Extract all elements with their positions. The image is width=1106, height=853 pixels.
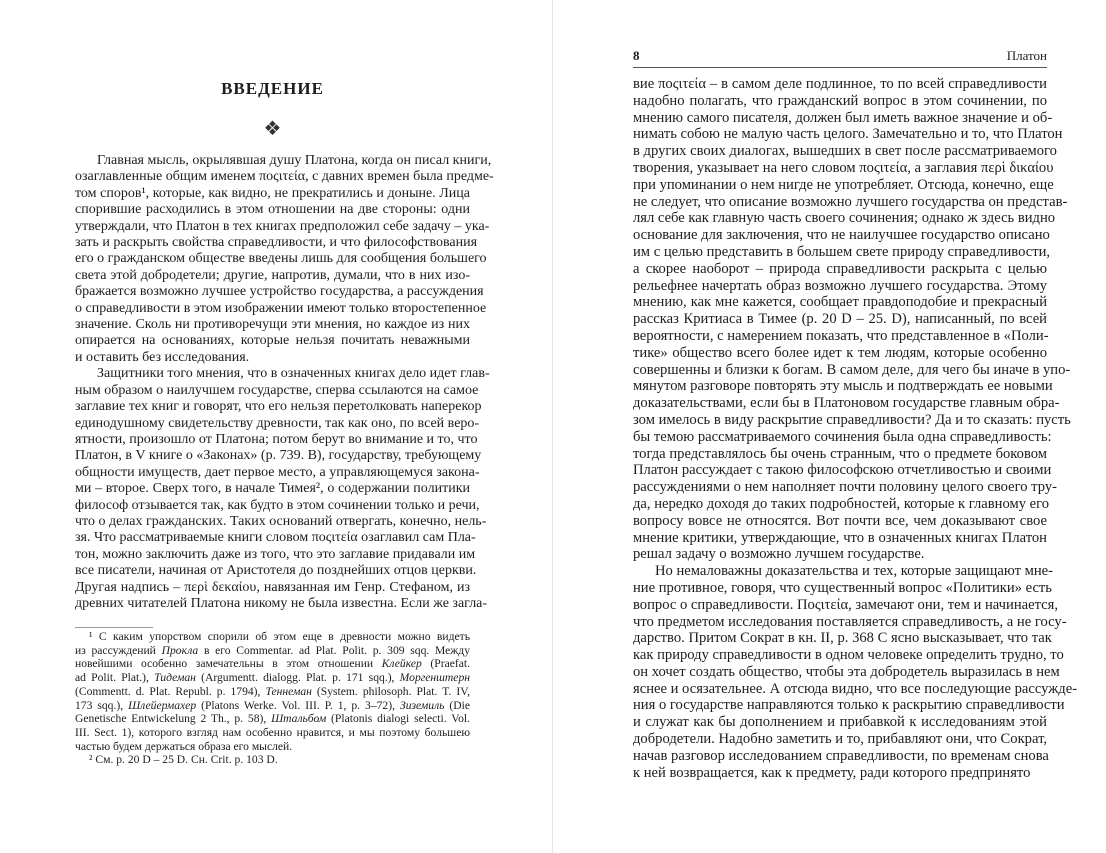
- text-line: тогда представлялось бы очень странным, что о предмете боковом: [633, 445, 1047, 462]
- text-line: лял себе как главную часть своего сочинения; однако ж здесь видно: [633, 210, 1056, 227]
- text-line: утверждали, что Платон в тех книгах предположил себе задачу – ука-: [75, 218, 490, 234]
- text-line: тике» общество всего более идет к тем людям, которые особенно: [633, 344, 1047, 361]
- text-line: Платон рассуждает с такою философскою отчетливостью и своими: [633, 462, 1052, 479]
- footnote-line: [75, 740, 470, 754]
- text-line: ным образом о наилучшем государстве, сперва ссылаются на самое: [75, 382, 479, 398]
- text-line: общности имуществ, дает первое место, а управляющемуся закона-: [75, 464, 480, 480]
- text-line: яснее и осязательнее. А отсюда видно, что все последующие рассужде-: [633, 680, 1078, 697]
- text-line: творения, указывает на него словом ποςιτεία, а заглавия περὶ δικαίου: [633, 159, 1054, 176]
- text-line: мянутом разговоре повторять эту мысль и подтверждать ее новыми: [633, 378, 1053, 395]
- footnote-text: (Platons Werke. Vol. III. P. 1, p. 3–72),: [196, 698, 400, 712]
- text-line: бражается возможно лучшее устройство государства, а рассуждения: [75, 284, 484, 300]
- text-line: к ней возвращается, как к предмету, ради которого предпринято: [633, 764, 1031, 781]
- running-title: Платон: [1006, 48, 1047, 63]
- text-line: вероятности, с намерением показать, что представленное в «Поли-: [633, 327, 1049, 344]
- text-line: начав разговор исследованием справедливости, по временам снова: [633, 747, 1049, 764]
- text-line: Но немаловажны доказательства и тех, которые защищают мне-: [655, 563, 1054, 580]
- text-line: как природу справедливости в одном человеке определить трудно, то: [633, 647, 1064, 664]
- footnote-line: [75, 753, 470, 767]
- text-line: да, нередко доходя до таких подробностей, которые к главному его: [633, 495, 1050, 512]
- cited-author: Шлейермахер: [128, 698, 197, 712]
- text-line: Защитники того мнения, что в означенных книгах дело идет глав-: [97, 366, 490, 382]
- footnote-text: (Die: [444, 698, 470, 712]
- text-line: основание для заключения, что не наилучшее государство описано: [633, 227, 1050, 244]
- text-line: что о делах гражданских. Таких оснований отвергать, конечно, нель-: [75, 513, 487, 529]
- text-line: Главная мысль, окрылявшая душу Платона, когда он писал книги,: [97, 153, 492, 168]
- right-page: [554, 0, 1106, 853]
- text-line: все писатели, начиная от Аристотеля до позднейших отцов церкви.: [75, 563, 477, 579]
- text-line: философ отзывается так, как будто в этом сочинении только и речи,: [75, 497, 480, 513]
- text-line: ние противное, говоря, что существенный вопрос «Политики» есть: [633, 579, 1052, 596]
- footnote-text: новейшими особенно замечательны в этом отношении: [75, 657, 382, 671]
- footnote-line: [75, 712, 470, 726]
- footnote-text: (System. philosoph. Plat. T. IV,: [311, 684, 470, 698]
- text-line: совершенны и близки к богам. В самом деле, для чего бы иначе в упо-: [633, 361, 1071, 378]
- cited-author: Штальбом: [271, 712, 327, 726]
- footnote-line: [75, 699, 470, 713]
- footnote-text: (Argumentt. dialogg. Plat. p. 171 sqq.),: [195, 671, 400, 685]
- chapter-heading: ВВЕДЕНИЕ: [221, 79, 324, 98]
- cited-author: Тидеман: [154, 671, 196, 685]
- text-line: ятности, произошло от Платона; потом берут во внимание и то, что: [75, 431, 478, 447]
- footnote-text: Genetische Entwickelung 2 Th., p. 58),: [75, 712, 272, 726]
- text-line: значение. Сколь ни противоречущи эти мнения, но каждое из них: [75, 317, 470, 333]
- right-body-text: [633, 76, 1078, 781]
- text-line: он хочет создать общество, чтобы эта добродетель выразилась в нем: [633, 663, 1060, 680]
- footnote-text: из рассуждений: [75, 643, 162, 657]
- footnote-line: [75, 644, 470, 658]
- text-line: рассказ Критиаса в Тимее (p. 20 D – 25. D), написанный, по всей: [633, 311, 1047, 328]
- text-line: опирается на основаниях, которые нельзя почитать неважными: [75, 333, 470, 349]
- left-body-text: [75, 153, 494, 612]
- text-line: Другая надпись – περὶ δεκαίου, навязанная им Генр. Стефаном, из: [75, 579, 470, 595]
- text-line: зом имелось в виду раскрытие справедливости? Да и то сказать: пусть: [633, 411, 1071, 428]
- text-line: мнению, как мне кажется, сообщает правдоподобие и прекрасный: [633, 294, 1047, 311]
- text-line: озаглавленные общим именем ποςιτεία, с давних времен была предме-: [75, 169, 494, 185]
- text-line: бы темою рассматриваемого сочинения была одна справедливость:: [633, 428, 1052, 445]
- text-line: и служат как бы дополнением и прибавкой к исследованиям этой: [633, 714, 1047, 731]
- text-line: ми – второе. Сверх того, в начале Тимея², о содержании политики: [75, 481, 470, 497]
- page-number: 8: [633, 48, 640, 63]
- text-line: дарство. Притом Сократ в кн. II, p. 368 C ясно высказывает, что так: [633, 630, 1052, 647]
- text-line: надобно полагать, что гражданский вопрос в этом сочинении, по: [633, 92, 1047, 109]
- footnote-text: (Commentt. d. Plat. Republ. p. 1794),: [75, 684, 266, 698]
- header-rule: [633, 67, 1047, 68]
- footnote-divider: [75, 627, 153, 628]
- text-line: вопрос о справедливости. Ποςιτεία, замечают они, тем и начинается,: [633, 596, 1058, 613]
- text-line: света этой добродетели; другие, напротив, думали, что в них изо-: [75, 267, 470, 283]
- text-line: рельефнее начертать образ возможно лучшего государства. Этому: [633, 277, 1047, 294]
- footnote-line: [75, 671, 470, 685]
- text-line: зя. Что рассматриваемые книги словом ποςιτεία озаглавил сам Пла-: [75, 530, 476, 546]
- text-line: им с целью представить в большем свете природу справедливости,: [633, 243, 1051, 260]
- page-gutter: [552, 0, 553, 853]
- text-line: при упоминании о нем нигде не употребляет. Отсюда, конечно, еще: [633, 176, 1054, 193]
- footnote-text: ² См. p. 20 D – 25 D. Сн. Crit. p. 103 D.: [89, 753, 278, 767]
- text-line: мнению самого писателя, должен был иметь важное значение и об-: [633, 109, 1053, 126]
- cited-author: Зиземиль: [399, 698, 445, 712]
- text-line: что предметом исследования поставляется справедливость, а не госу-: [633, 613, 1067, 630]
- footnote-text: ad Polit. Plat.),: [75, 671, 155, 685]
- cited-author: Прокла: [161, 643, 199, 657]
- cited-author: Теннеман: [265, 684, 312, 698]
- text-line: его о гражданском обществе введены лишь для сообщения большего: [75, 251, 487, 267]
- footnotes: [75, 630, 470, 767]
- text-line: тон, можно заключить даже из того, что это заглавие придавали им: [75, 546, 476, 562]
- footnote-text: (Praefat.: [421, 657, 470, 671]
- footnote-line: [75, 726, 470, 740]
- footnote-line: [75, 657, 470, 671]
- footnote-line: [75, 630, 470, 644]
- ornament-icon: ❖: [263, 118, 282, 140]
- footnote-text: 173 sqq.),: [75, 698, 129, 712]
- text-line: спорившие расходились в этом отношении на две стороны: одни: [75, 202, 470, 218]
- footnote-text: ¹ С каким упорством спорили об этом еще в древности можно видеть: [89, 630, 470, 643]
- left-page: [0, 0, 552, 853]
- text-line: древних читателей Платона никому не была известна. Если же загла-: [75, 595, 488, 611]
- footnote-text: частью будем держаться образа его мыслей.: [75, 739, 293, 753]
- text-line: о справедливости в этом изображении имеют только второстепенное: [75, 300, 487, 316]
- text-line: мнение критики, утверждающие, что в означенных книгах Платон: [633, 529, 1047, 546]
- text-line: нимать собою не малую часть целого. Замечательно и то, что Платон: [633, 126, 1063, 143]
- text-line: вие ποςιτεία – в самом деле подлинное, то по всей справедливости: [633, 76, 1047, 92]
- footnote-text: в его Commentar. ad Plat. Polit. p. 309 sqq. Между: [198, 643, 470, 657]
- cited-author: Клейкер: [381, 657, 422, 671]
- text-line: ния о государстве направляются только к раскрытию справедливости: [633, 697, 1065, 714]
- text-line: заглавие тех книг и говорят, что его нельзя перетолковать наперекор: [75, 399, 482, 415]
- text-line: а скорее наоборот – природа справедливости раскрыта с целью: [633, 260, 1047, 277]
- text-line: Платон, в V книге о «Законах» (p. 739. B), государству, требующему: [75, 448, 482, 464]
- text-line: и оставить без исследования.: [75, 349, 250, 365]
- text-line: доказательствами, если бы в Платоновом государстве главным обра-: [633, 395, 1060, 412]
- text-line: добродетели. Надобно заметить и то, прибавляют они, что Сократ,: [633, 731, 1047, 748]
- text-line: единодушному свидетельству древности, так как оно, по всей веро-: [75, 415, 480, 431]
- footnote-text: III. Sect. 1), которого взгляд нам особенно нравится, и мы поэтому большею: [75, 725, 470, 739]
- text-line: в других своих диалогах, вышедших в свет после рассматриваемого: [633, 143, 1057, 160]
- text-line: рассуждениями о нем наполняет почти половину целого своего тру-: [633, 479, 1057, 496]
- footnote-text: (Platonis dialogi selecti. Vol.: [326, 712, 470, 726]
- cited-author: Моргенштерн: [399, 671, 470, 685]
- text-line: том споров¹, которые, как видно, не прекратились и доныне. Лица: [75, 185, 470, 201]
- text-line: вопросу вовсе не относятся. Вот почти все, чем доказывают свое: [633, 512, 1047, 529]
- text-line: зать и раскрыть свойства справедливости, и что философствования: [75, 235, 478, 251]
- text-line: решал задачу о возможно лучшем государстве.: [633, 546, 925, 563]
- text-line: не следует, что описание возможно лучшего государства он представ-: [633, 193, 1068, 210]
- footnote-line: [75, 685, 470, 699]
